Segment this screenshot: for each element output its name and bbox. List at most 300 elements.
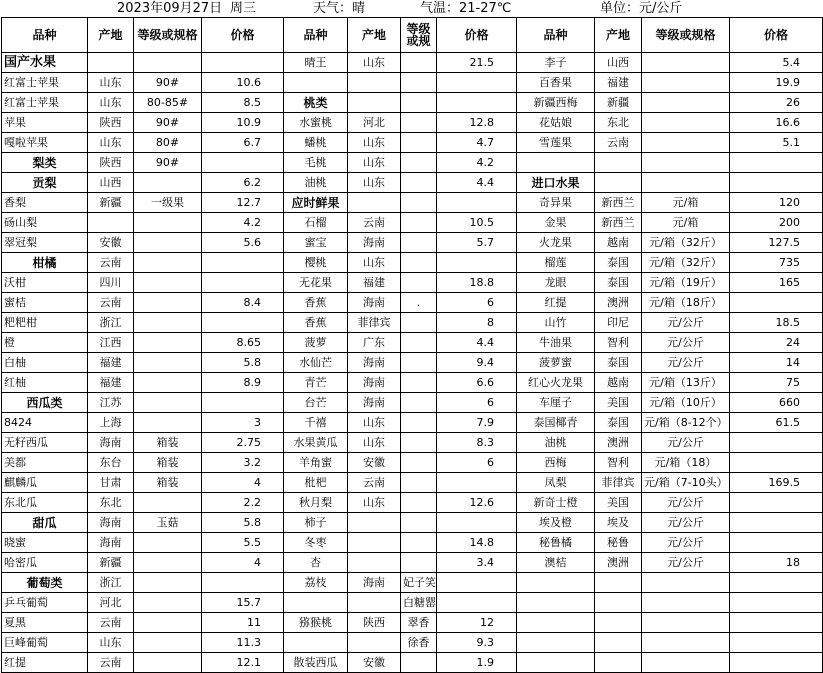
cell-origin [348,73,401,93]
cell-variety: 西瓜类 [2,393,88,413]
cell-origin: 上海 [88,413,134,433]
table-row [2,93,823,113]
cell-variety: 无籽西瓜 [2,433,88,453]
cell-origin: 秘鲁 [595,533,642,553]
cell-origin: 安徽 [348,453,401,473]
table-row [2,53,823,73]
cell-origin: 智利 [595,333,642,353]
table-row [2,233,823,253]
cell-variety: 菠萝蜜 [517,353,595,373]
table-row [2,593,823,613]
cell-variety: 榴莲 [517,253,595,273]
cell-variety: 香梨 [2,193,88,213]
table-row [2,353,823,373]
cell-variety: 樱桃 [284,253,348,273]
cell-grade [642,653,730,673]
cell-variety: 晴王 [284,53,348,73]
cell-grade [642,153,730,173]
cell-price: 5.4 [730,53,823,73]
cell-grade [134,173,202,193]
cell-grade: 元/公斤 [642,333,730,353]
cell-variety: 水仙芒 [284,353,348,373]
cell-price: 735 [730,253,823,273]
col-header-grade: 等级或规 [401,18,437,53]
cell-variety: 百香果 [517,73,595,93]
col-header-price: 价格 [437,18,517,53]
cell-variety: 青芒 [284,373,348,393]
cell-variety [517,653,595,673]
cell-grade [134,233,202,253]
cell-origin: 澳洲 [595,293,642,313]
cell-grade: 元/箱（13斤） [642,373,730,393]
cell-price: 660 [730,393,823,413]
table-row [2,493,823,513]
col-header-grade: 等级或规格 [134,18,202,53]
cell-origin: 山东 [348,413,401,433]
cell-origin: 广东 [348,333,401,353]
cell-origin: 云南 [348,213,401,233]
sheet-date: 2023年09月27日 [117,1,223,16]
cell-grade [134,493,202,513]
cell-variety: 澳桔 [517,553,595,573]
cell-origin: 山东 [348,253,401,273]
cell-origin [595,613,642,633]
cell-origin: 越南 [595,373,642,393]
cell-grade: 元/箱（18） [642,453,730,473]
cell-variety: 红富士苹果 [2,93,88,113]
cell-origin: 泰国 [595,413,642,433]
cell-variety [284,593,348,613]
cell-price: 15.7 [202,593,284,613]
cell-grade [134,353,202,373]
cell-origin: 海南 [88,513,134,533]
cell-origin: 山东 [348,153,401,173]
cell-grade: 玉菇 [134,513,202,533]
cell-variety: 杏 [284,553,348,573]
cell-variety: 山竹 [517,313,595,333]
cell-grade [401,173,437,193]
cell-origin: 新西兰 [595,193,642,213]
cell-price: 11 [202,613,284,633]
cell-grade [401,413,437,433]
cell-price: 8 [437,313,517,333]
sheet-unit: 单位：元/公斤 [600,1,683,16]
cell-variety: 石榴 [284,213,348,233]
table-row [2,633,823,653]
cell-price: 12 [437,613,517,633]
cell-variety: 龙眼 [517,273,595,293]
cell-price: 14.8 [437,533,517,553]
cell-grade [642,633,730,653]
cell-grade [401,393,437,413]
cell-variety: 秘鲁橘 [517,533,595,553]
cell-origin: 埃及 [595,513,642,533]
cell-price: 2.75 [202,433,284,453]
cell-grade [401,493,437,513]
cell-grade [401,273,437,293]
cell-grade: 元/箱（10斤） [642,393,730,413]
cell-price: 8.4 [202,293,284,313]
cell-grade: 元/箱（7-10头） [642,473,730,493]
sheet-weekday: 周三 [230,1,257,16]
cell-variety: 嘎啦苹果 [2,133,88,153]
cell-grade: 元/公斤 [642,313,730,333]
cell-variety: 红心火龙果 [517,373,595,393]
cell-variety: 麒麟瓜 [2,473,88,493]
table-row [2,433,823,453]
cell-grade [134,593,202,613]
cell-variety: 红提 [2,653,88,673]
cell-variety: 花姑娘 [517,113,595,133]
cell-grade: 白糖罂 [401,593,437,613]
cell-grade: 妃子笑 [401,573,437,593]
cell-price [730,593,823,613]
cell-grade: 徐香 [401,633,437,653]
cell-origin: 江苏 [88,393,134,413]
cell-price: 4.7 [437,133,517,153]
cell-price: 4 [202,553,284,573]
cell-origin: 山东 [348,433,401,453]
cell-origin: 山东 [348,53,401,73]
cell-price [202,273,284,293]
cell-price: 18 [730,553,823,573]
cell-grade [401,553,437,573]
cell-price: 75 [730,373,823,393]
cell-grade [401,373,437,393]
cell-origin: 东北 [88,493,134,513]
cell-variety: 应时鲜果 [284,193,348,213]
table-row [2,413,823,433]
cell-variety: 雪莲果 [517,133,595,153]
cell-variety: 乒乓葡萄 [2,593,88,613]
cell-variety: 冬枣 [284,533,348,553]
cell-price [730,573,823,593]
cell-variety: 蟠桃 [284,133,348,153]
cell-price: 9.3 [437,633,517,653]
cell-variety [517,593,595,613]
cell-grade: 80# [134,133,202,153]
cell-grade [134,273,202,293]
cell-grade [642,93,730,113]
cell-variety: 荔枝 [284,573,348,593]
cell-price: 127.5 [730,233,823,253]
cell-origin [348,553,401,573]
cell-grade [401,513,437,533]
cell-price: 165 [730,273,823,293]
cell-variety: 蜜宝 [284,233,348,253]
cell-origin: 东北 [595,113,642,133]
cell-grade [134,393,202,413]
col-header-variety: 品种 [284,18,348,53]
cell-grade [401,113,437,133]
cell-origin [595,653,642,673]
cell-origin: 山东 [348,493,401,513]
cell-variety: 西梅 [517,453,595,473]
cell-price: 12.8 [437,113,517,133]
table-row [2,133,823,153]
cell-price: 10.6 [202,73,284,93]
cell-origin: 山西 [595,53,642,73]
cell-grade [401,73,437,93]
cell-price: 12.6 [437,493,517,513]
cell-price: 24 [730,333,823,353]
cell-origin: 山东 [88,133,134,153]
cell-origin: 安徽 [348,653,401,673]
cell-variety: 梨类 [2,153,88,173]
cell-origin: 海南 [348,573,401,593]
cell-origin: 福建 [88,373,134,393]
cell-grade [642,113,730,133]
cell-variety: 晓蜜 [2,533,88,553]
cell-grade [134,633,202,653]
cell-grade [134,573,202,593]
cell-price [730,153,823,173]
cell-origin: 泰国 [595,353,642,373]
cell-variety: 美都 [2,453,88,473]
cell-grade [401,253,437,273]
cell-origin: 澳洲 [595,433,642,453]
cell-origin: 东台 [88,453,134,473]
cell-variety: 菠萝 [284,333,348,353]
cell-price: 5.5 [202,533,284,553]
cell-origin: 甘肃 [88,473,134,493]
cell-variety: 水蜜桃 [284,113,348,133]
cell-price [730,433,823,453]
cell-grade [134,413,202,433]
cell-origin: 菲律宾 [595,473,642,493]
cell-origin: 泰国 [595,273,642,293]
cell-price [730,533,823,553]
cell-variety: 夏黑 [2,613,88,633]
cell-origin [88,53,134,73]
cell-grade [401,53,437,73]
col-header-origin: 产地 [88,18,134,53]
cell-price: 4.4 [437,333,517,353]
cell-price: 200 [730,213,823,233]
cell-grade: 元/公斤 [642,533,730,553]
cell-variety: 8424 [2,413,88,433]
cell-variety: 巨峰葡萄 [2,633,88,653]
cell-price: 120 [730,193,823,213]
cell-price [730,293,823,313]
cell-origin: 山东 [88,73,134,93]
cell-origin: 福建 [88,353,134,373]
cell-variety: 砀山梨 [2,213,88,233]
cell-origin: 美国 [595,393,642,413]
cell-grade: 元/公斤 [642,353,730,373]
col-header-price: 价格 [730,18,823,53]
cell-variety: 无花果 [284,273,348,293]
cell-origin: 越南 [595,233,642,253]
cell-grade [401,473,437,493]
table-row [2,293,823,313]
cell-variety: 火龙果 [517,233,595,253]
cell-price [202,53,284,73]
table-row [2,333,823,353]
cell-origin: 智利 [595,453,642,473]
cell-origin [595,153,642,173]
cell-variety: 车厘子 [517,393,595,413]
cell-variety: 香蕉 [284,293,348,313]
col-header-variety: 品种 [2,18,88,53]
cell-variety: 蜜桔 [2,293,88,313]
cell-price: 18.8 [437,273,517,293]
cell-origin: 印尼 [595,313,642,333]
cell-origin: 海南 [348,393,401,413]
cell-grade: 90# [134,113,202,133]
cell-origin: 海南 [348,293,401,313]
cell-grade [401,213,437,233]
cell-grade: 元/箱（19斤） [642,273,730,293]
cell-variety: 沃柑 [2,273,88,293]
cell-variety: 李子 [517,53,595,73]
cell-origin: 云南 [88,293,134,313]
cell-grade [401,133,437,153]
cell-grade: 元/箱（32斤） [642,233,730,253]
cell-origin: 安徽 [88,233,134,253]
cell-grade [401,353,437,373]
cell-origin [348,193,401,213]
cell-grade [401,653,437,673]
table-row [2,153,823,173]
cell-origin [595,633,642,653]
cell-origin: 云南 [88,613,134,633]
table-row [2,533,823,553]
cell-variety: 哈密瓜 [2,553,88,573]
cell-price: 18.5 [730,313,823,333]
cell-price: 61.5 [730,413,823,433]
cell-variety: 桃类 [284,93,348,113]
cell-origin: 泰国 [595,253,642,273]
cell-variety: 红提 [517,293,595,313]
cell-variety: 奇异果 [517,193,595,213]
cell-grade [642,613,730,633]
cell-price: 6 [437,293,517,313]
cell-price [202,153,284,173]
cell-variety: 香蕉 [284,313,348,333]
cell-variety: 葡萄类 [2,573,88,593]
cell-variety: 羊角蜜 [284,453,348,473]
cell-variety [517,633,595,653]
cell-price: 8.9 [202,373,284,393]
cell-origin: 陕西 [348,613,401,633]
cell-origin: 云南 [88,653,134,673]
cell-variety: 毛桃 [284,153,348,173]
cell-variety [517,573,595,593]
cell-price: 5.8 [202,353,284,373]
cell-variety: 枇杷 [284,473,348,493]
cell-price [437,193,517,213]
cell-grade [642,173,730,193]
cell-variety [517,613,595,633]
cell-variety: 苹果 [2,113,88,133]
cell-origin [595,573,642,593]
cell-price [730,513,823,533]
cell-variety: 水果黄瓜 [284,433,348,453]
cell-origin: 山东 [88,633,134,653]
cell-grade [642,73,730,93]
cell-grade: 翠香 [401,613,437,633]
cell-price: 169.5 [730,473,823,493]
cell-origin: 福建 [348,273,401,293]
cell-price: 10.5 [437,213,517,233]
cell-price: 5.6 [202,233,284,253]
table-row [2,193,823,213]
cell-grade [134,333,202,353]
cell-grade: 元/箱（8-12个） [642,413,730,433]
cell-price [437,593,517,613]
table-row [2,253,823,273]
cell-origin: 陕西 [88,113,134,133]
cell-origin: 云南 [595,133,642,153]
table-row [2,313,823,333]
cell-price [730,653,823,673]
table-row [2,73,823,93]
cell-grade: 元/箱 [642,193,730,213]
cell-grade [401,533,437,553]
cell-origin: 海南 [88,433,134,453]
cell-grade: 箱装 [134,473,202,493]
cell-origin: 福建 [595,73,642,93]
cell-origin: 云南 [348,473,401,493]
cell-price: 9.4 [437,353,517,373]
cell-grade: 元/公斤 [642,553,730,573]
cell-variety: 红柚 [2,373,88,393]
cell-price: 5.8 [202,513,284,533]
table-row [2,213,823,233]
cell-origin: 山东 [348,173,401,193]
cell-variety: 粑粑柑 [2,313,88,333]
cell-variety: 翠冠梨 [2,233,88,253]
cell-grade [134,253,202,273]
cell-grade: . [401,293,437,313]
cell-price: 8.5 [202,93,284,113]
sheet-weather: 天气：晴 [313,1,366,16]
cell-price [437,513,517,533]
cell-price: 3 [202,413,284,433]
cell-price: 16.6 [730,113,823,133]
cell-grade: 90# [134,153,202,173]
cell-grade: 元/箱（32斤） [642,253,730,273]
cell-grade [401,433,437,453]
cell-grade [401,453,437,473]
cell-price: 12.7 [202,193,284,213]
cell-origin: 四川 [88,273,134,293]
cell-variety: 国产水果 [2,53,88,73]
cell-price [437,73,517,93]
cell-variety: 台芒 [284,393,348,413]
cell-origin [88,213,134,233]
cell-origin: 新疆 [88,553,134,573]
cell-variety: 金果 [517,213,595,233]
cell-origin: 新西兰 [595,213,642,233]
table-row [2,553,823,573]
cell-variety: 柑橘 [2,253,88,273]
cell-origin [348,593,401,613]
cell-price: 4.2 [437,153,517,173]
cell-price: 21.5 [437,53,517,73]
cell-price [730,173,823,193]
cell-origin: 江西 [88,333,134,353]
cell-origin: 海南 [348,373,401,393]
cell-variety: 进口水果 [517,173,595,193]
cell-price [202,573,284,593]
cell-origin: 陕西 [88,153,134,173]
cell-grade: 元/箱（18斤） [642,293,730,313]
cell-grade: 元/公斤 [642,433,730,453]
cell-origin: 山东 [348,133,401,153]
cell-origin [348,513,401,533]
